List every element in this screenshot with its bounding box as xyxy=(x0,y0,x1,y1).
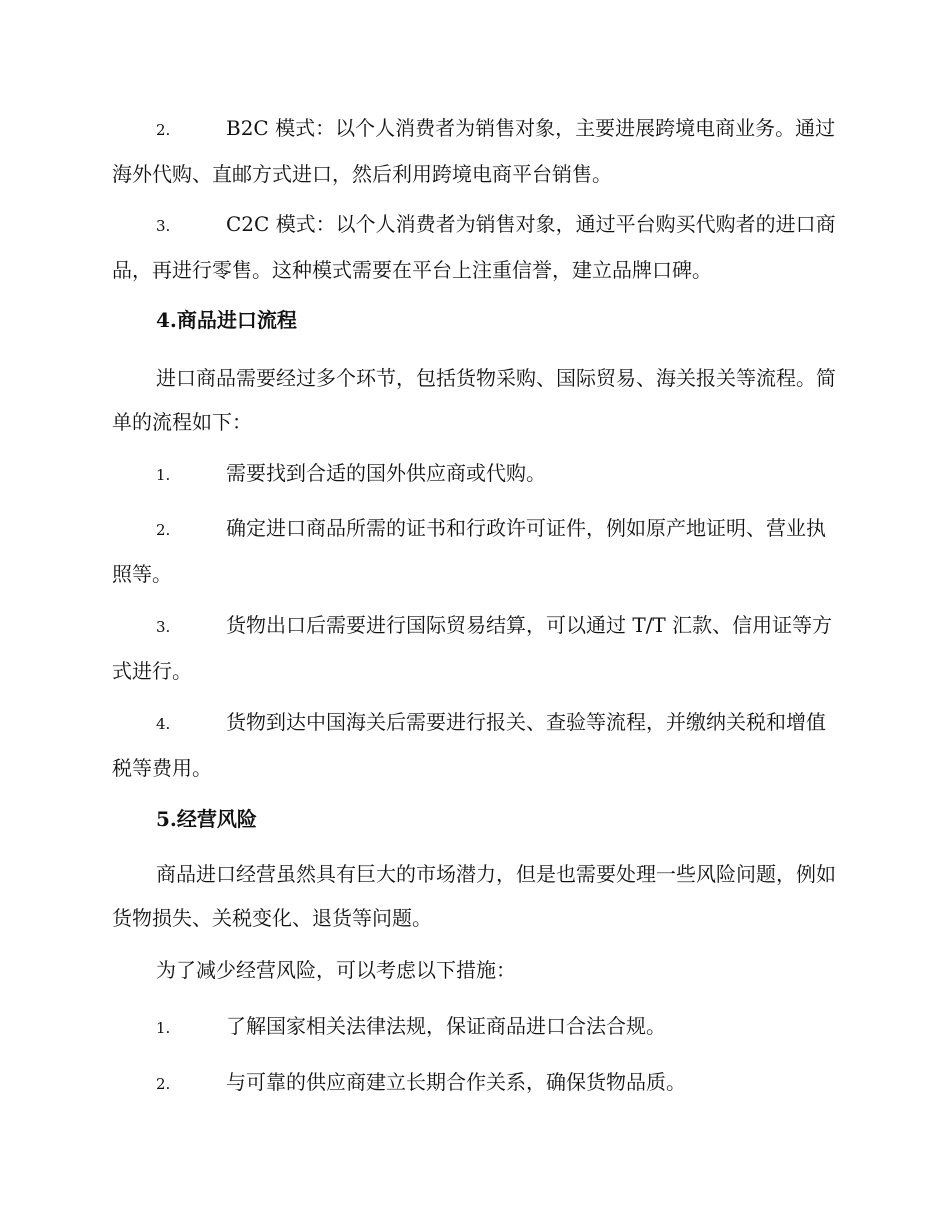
list-number: 2. xyxy=(156,121,171,139)
list-text: 确定进口商品所需的证书和行政许可证件，例如原产地证明、营业执照等。 xyxy=(112,516,826,586)
paragraph: 进口商品需要经过多个环节，包括货物采购、国际贸易、海关报关等流程。简单的流程如下： xyxy=(112,366,836,434)
list-number: 2. xyxy=(156,1075,171,1093)
list-text: 了解国家相关法律法规，保证商品进口合法合规。 xyxy=(226,1014,666,1038)
list-item xyxy=(112,603,836,693)
list-text: 需要找到合适的国外供应商或代购。 xyxy=(226,461,546,485)
list-number: 3. xyxy=(156,618,171,636)
list-number: 1. xyxy=(156,1019,171,1037)
list-item xyxy=(112,700,836,790)
list-number: 1. xyxy=(156,466,171,484)
list-item xyxy=(112,506,836,596)
list-text: 与可靠的供应商建立长期合作关系，确保货物品质。 xyxy=(226,1070,686,1094)
section-heading: 5.经营风险 xyxy=(156,807,257,831)
list-text: 货物到达中国海关后需要进行报关、查验等流程，并缴纳关税和增值税等费用。 xyxy=(112,710,826,780)
paragraph: 为了减少经营风险，可以考虑以下措施： xyxy=(156,958,516,982)
list-number: 4. xyxy=(156,715,171,733)
list-text: C2C 模式：以个人消费者为销售对象，通过平台购买代购者的进口商品，再进行零售。这种模式需要在平台上注重信誉，建立品牌口碑。 xyxy=(112,212,836,282)
list-item xyxy=(112,1004,836,1050)
list-text: 货物出口后需要进行国际贸易结算，可以通过 T/T 汇款、信用证等方式进行。 xyxy=(112,613,833,683)
section-heading: 4.商品进口流程 xyxy=(156,308,297,332)
list-item xyxy=(112,202,836,292)
list-item xyxy=(112,106,836,196)
list-text: B2C 模式：以个人消费者为销售对象，主要进展跨境电商业务。通过海外代购、直邮方式进口，然后利用跨境电商平台销售。 xyxy=(112,116,836,186)
list-number: 2. xyxy=(156,521,171,539)
list-item xyxy=(112,1060,836,1106)
list-number: 3. xyxy=(156,217,171,235)
list-item xyxy=(112,451,836,497)
paragraph: 商品进口经营虽然具有巨大的市场潜力，但是也需要处理一些风险问题，例如货物损失、关税变化、退货等问题。 xyxy=(112,862,836,930)
